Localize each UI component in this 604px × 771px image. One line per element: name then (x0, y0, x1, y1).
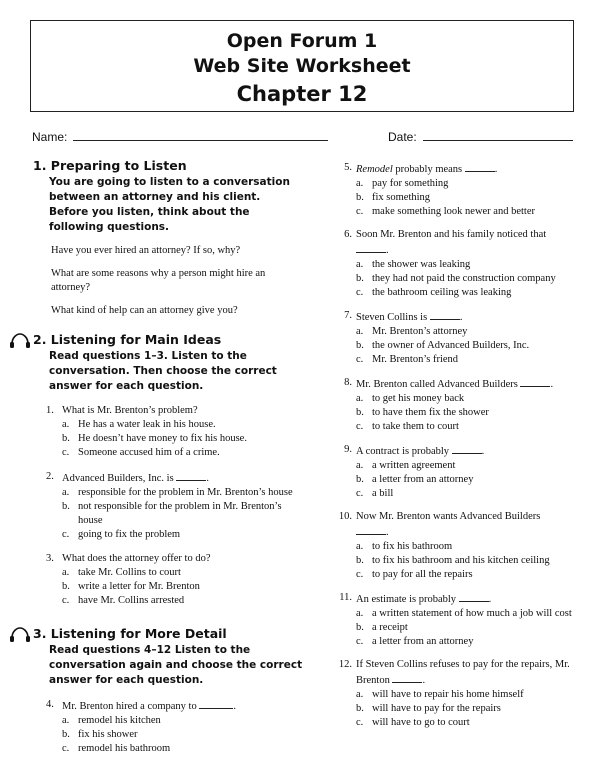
answer-blank[interactable] (176, 470, 206, 481)
answer-blank[interactable] (392, 672, 422, 683)
question-number: 12. (338, 659, 352, 670)
option-text: responsible for the problem in Mr. Brenton’s house (78, 487, 293, 498)
answer-option[interactable] (356, 191, 590, 205)
option-text: the shower was leaking (372, 259, 471, 270)
section-2-title: 2. Listening for Main Ideas (33, 332, 222, 347)
answer-option[interactable] (356, 540, 590, 554)
question-9 (340, 443, 590, 501)
option-text: to fix his bathroom and his kitchen ceiling (372, 555, 550, 566)
answer-option[interactable] (62, 500, 303, 528)
option-letter: c. (356, 717, 364, 728)
answer-option[interactable] (62, 486, 303, 500)
discussion-question: Have you ever hired an attorney? If so, why? (51, 245, 241, 256)
question-stem: Remodel probably means . (356, 161, 590, 177)
right-column (340, 161, 590, 730)
question-number: 5. (344, 162, 352, 173)
answer-option[interactable] (356, 272, 590, 286)
option-letter: b. (356, 407, 364, 418)
option-text: fix his shower (78, 729, 138, 740)
title-line-1: Open Forum 1 (226, 30, 378, 52)
question-number: 11. (339, 592, 352, 603)
option-text: a bill (372, 488, 394, 499)
option-letter: a. (356, 393, 364, 404)
question-1 (33, 404, 303, 460)
section-2-instructions: Read questions 1–3. Listen to the conversation. Then choose the correct answer for each question. (49, 350, 277, 392)
question-5 (340, 161, 590, 219)
option-text: He has a water leak in his house. (78, 419, 216, 430)
question-12 (340, 658, 590, 730)
answer-blank[interactable] (356, 242, 386, 253)
question-4 (33, 698, 303, 756)
answer-option[interactable] (356, 353, 590, 367)
question-7 (340, 309, 590, 367)
question-3 (33, 552, 303, 608)
option-letter: c. (62, 529, 70, 540)
name-field[interactable] (32, 129, 328, 144)
headphones-icon (9, 627, 31, 643)
option-letter: c. (356, 206, 364, 217)
answer-option[interactable] (356, 716, 590, 730)
option-letter: a. (62, 419, 70, 430)
option-text: to have them fix the shower (372, 407, 489, 418)
option-text: to fix his bathroom (372, 541, 453, 552)
question-11 (340, 591, 590, 649)
question-stem: What does the attorney offer to do? (62, 553, 211, 564)
answer-option[interactable] (356, 635, 590, 649)
option-text: a receipt (372, 622, 408, 633)
option-letter: b. (356, 474, 364, 485)
answer-blank[interactable] (199, 698, 233, 709)
title-line-2: Web Site Worksheet (193, 55, 411, 77)
answer-option[interactable] (356, 392, 590, 406)
answer-option[interactable] (356, 568, 590, 582)
headphones-icon (9, 333, 31, 349)
option-letter: b. (62, 433, 70, 444)
answer-option[interactable] (356, 177, 590, 191)
answer-option[interactable] (356, 702, 590, 716)
section-2-header (33, 332, 303, 348)
option-text: to take them to court (372, 421, 459, 432)
question-stem: Steven Collins is . (356, 309, 590, 325)
option-letter: c. (62, 743, 70, 754)
name-label: Name: (32, 130, 68, 144)
option-letter: b. (62, 729, 70, 740)
section-3-title: 3. Listening for More Detail (33, 626, 227, 641)
option-text: will have to pay for the repairs (372, 703, 501, 714)
question-stem: Advanced Builders, Inc. is . (62, 470, 303, 486)
option-text: He doesn’t have money to fix his house. (78, 433, 247, 444)
option-letter: b. (62, 501, 70, 512)
option-letter: a. (356, 608, 364, 619)
option-text: have Mr. Collins arrested (78, 595, 185, 606)
stem-text: An estimate is probably (356, 594, 457, 605)
option-letter: c. (356, 354, 364, 365)
date-field[interactable] (388, 129, 573, 144)
option-text: a written statement of how much a job will cost (372, 608, 572, 619)
answer-option[interactable] (62, 728, 303, 742)
answer-option[interactable] (62, 594, 303, 608)
option-letter: b. (356, 555, 364, 566)
option-text: a letter from an attorney (372, 636, 474, 647)
question-number: 4. (46, 699, 54, 710)
stem-text: probably means (392, 164, 463, 175)
option-letter: b. (356, 192, 364, 203)
option-text: will have to repair his home himself (372, 689, 524, 700)
title-box (30, 20, 574, 112)
option-text: make something look newer and better (372, 206, 535, 217)
answer-option[interactable] (356, 406, 590, 420)
option-text: a written agreement (372, 460, 456, 471)
option-text: a letter from an attorney (372, 474, 474, 485)
section-3-header (33, 626, 303, 642)
option-letter: a. (356, 326, 364, 337)
question-stem: Mr. Brenton hired a company to . (62, 698, 303, 714)
option-text: Mr. Brenton’s friend (372, 354, 459, 365)
answer-option[interactable] (62, 566, 303, 580)
answer-option[interactable] (356, 607, 590, 621)
option-text: remodel his bathroom (78, 743, 171, 754)
answer-option[interactable] (356, 473, 590, 487)
option-text: to pay for all the repairs (372, 569, 473, 580)
question-number: 2. (46, 471, 54, 482)
stem-italic: Remodel (356, 164, 393, 175)
question-stem: What is Mr. Brenton’s problem? (62, 405, 198, 416)
left-column (33, 158, 303, 756)
answer-option[interactable] (62, 528, 303, 542)
answer-option[interactable] (62, 446, 303, 460)
option-letter: a. (356, 541, 364, 552)
question-number: 3. (46, 553, 54, 564)
option-letter: c. (356, 287, 364, 298)
question-8 (340, 376, 590, 434)
option-text: Mr. Brenton’s attorney (372, 326, 468, 337)
answer-option[interactable] (62, 742, 303, 756)
option-letter: c. (356, 636, 364, 647)
stem-text: Steven Collins is (356, 312, 428, 323)
option-letter: a. (356, 259, 364, 270)
answer-blank[interactable] (520, 376, 550, 387)
answer-option[interactable] (62, 714, 303, 728)
answer-blank[interactable] (465, 161, 495, 172)
option-letter: b. (356, 703, 364, 714)
question-stem-blank: . (356, 524, 590, 540)
option-letter: a. (356, 460, 364, 471)
option-text: to get his money back (372, 393, 465, 404)
question-6 (340, 228, 590, 300)
name-line[interactable] (73, 129, 328, 141)
answer-option[interactable] (356, 325, 590, 339)
option-letter: c. (356, 488, 364, 499)
option-text: take Mr. Collins to court (78, 567, 181, 578)
stem-text: Mr. Brenton hired a company to (62, 701, 197, 712)
option-text: remodel his kitchen (78, 715, 161, 726)
question-stem: An estimate is probably . (356, 591, 590, 607)
answer-option[interactable] (356, 286, 590, 300)
answer-option[interactable] (356, 487, 590, 501)
answer-blank[interactable] (430, 309, 460, 320)
question-number: 7. (344, 310, 352, 321)
question-10 (340, 510, 590, 582)
answer-option[interactable] (356, 205, 590, 219)
option-letter: a. (62, 487, 70, 498)
date-line[interactable] (423, 129, 573, 141)
option-letter: b. (62, 581, 70, 592)
option-text: pay for something (372, 178, 449, 189)
answer-option[interactable] (356, 621, 590, 635)
discussion-question: What kind of help can an attorney give you? (51, 305, 238, 316)
option-letter: a. (356, 178, 364, 189)
title-chapter: Chapter 12 (236, 82, 368, 106)
answer-option[interactable] (356, 688, 590, 702)
answer-option[interactable] (356, 258, 590, 272)
date-label: Date: (388, 130, 417, 144)
option-text: going to fix the problem (78, 529, 181, 540)
option-letter: c. (356, 421, 364, 432)
answer-option[interactable] (62, 432, 303, 446)
option-letter: b. (356, 340, 364, 351)
option-text: will have to go to court (372, 717, 470, 728)
option-text: the owner of Advanced Builders, Inc. (372, 340, 530, 351)
option-text: Someone accused him of a crime. (78, 447, 220, 458)
question-number: 8. (344, 377, 352, 388)
discussion-question: What are some reasons why a person might hire an attorney? (51, 268, 266, 293)
stem-text: If Steven Collins refuses to pay for the repairs, Mr. Brenton (356, 659, 570, 686)
question-stem: Soon Mr. Brenton and his family noticed that (356, 229, 547, 240)
option-letter: c. (62, 447, 70, 458)
question-number: 9. (344, 444, 352, 455)
option-text: not responsible for the problem in Mr. Brenton’s house (78, 501, 282, 526)
answer-option[interactable] (62, 418, 303, 432)
answer-option[interactable] (356, 459, 590, 473)
answer-option[interactable] (356, 554, 590, 568)
answer-blank[interactable] (356, 524, 386, 535)
question-stem: Now Mr. Brenton wants Advanced Builders (356, 511, 541, 522)
section-1-title: 1. Preparing to Listen (33, 158, 187, 173)
option-text: write a letter for Mr. Brenton (78, 581, 200, 592)
stem-text: Advanced Builders, Inc. is (62, 473, 174, 484)
question-stem-blank: . (356, 242, 590, 258)
stem-text: A contract is probably (356, 446, 450, 457)
option-text: the bathroom ceiling was leaking (372, 287, 512, 298)
answer-option[interactable] (62, 580, 303, 594)
option-letter: c. (62, 595, 70, 606)
option-letter: a. (62, 567, 70, 578)
answer-blank[interactable] (452, 443, 482, 454)
stem-text: Mr. Brenton called Advanced Builders (356, 379, 518, 390)
question-stem: If Steven Collins refuses to pay for the repairs, Mr. Brenton . (356, 659, 570, 686)
question-number: 1. (46, 405, 54, 416)
section-3-instructions: Read questions 4–12 Listen to the conversation again and choose the correct answer for each question. (49, 644, 303, 686)
option-letter: b. (356, 273, 364, 284)
section-1-instructions: You are going to listen to a conversation between an attorney and his client. Before you listen, think about the following questions. (49, 176, 290, 233)
option-letter: a. (356, 689, 364, 700)
answer-option[interactable] (356, 420, 590, 434)
option-text: they had not paid the construction company (372, 273, 556, 284)
question-2 (33, 470, 303, 542)
option-letter: a. (62, 715, 70, 726)
option-text: fix something (372, 192, 431, 203)
answer-option[interactable] (356, 339, 590, 353)
answer-blank[interactable] (459, 591, 489, 602)
option-letter: c. (356, 569, 364, 580)
question-stem: Mr. Brenton called Advanced Builders . (356, 376, 590, 392)
question-stem: A contract is probably . (356, 443, 590, 459)
option-letter: b. (356, 622, 364, 633)
question-number: 6. (344, 229, 352, 240)
question-number: 10. (338, 511, 352, 522)
